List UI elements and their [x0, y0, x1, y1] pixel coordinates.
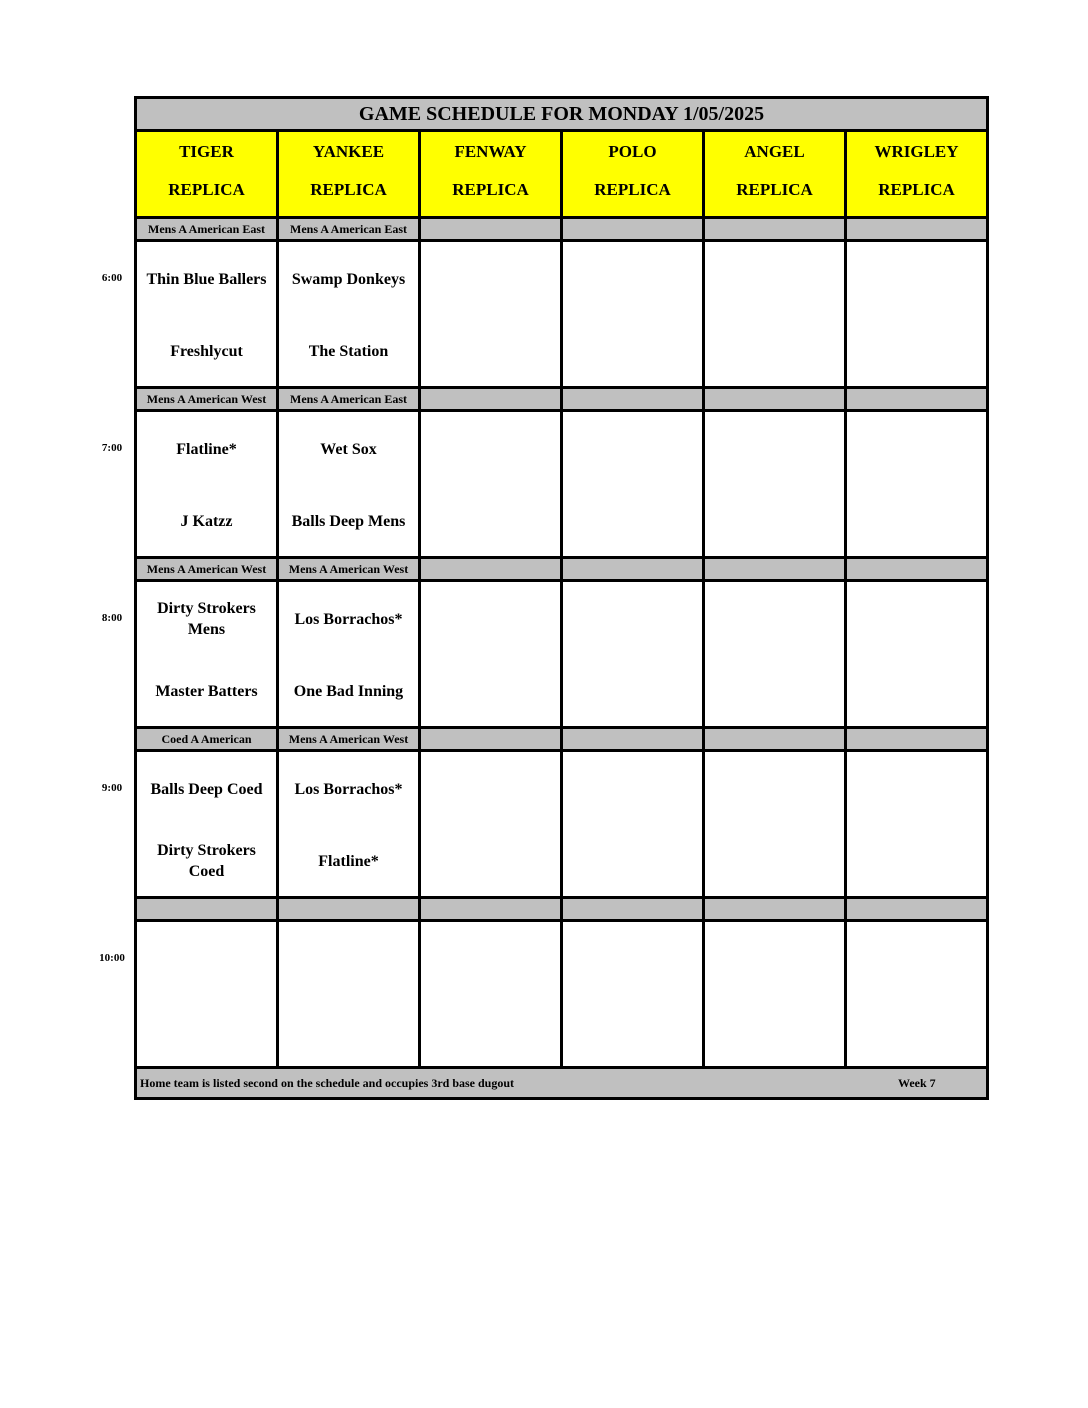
game-cell [563, 582, 705, 726]
division-label [847, 559, 986, 579]
division-label [563, 559, 705, 579]
division-label [421, 899, 563, 919]
time-label: 9:00 [101, 782, 123, 794]
division-label [847, 729, 986, 749]
field-header-0 [137, 132, 279, 216]
home-team [279, 1006, 418, 1056]
field-header-1 [279, 132, 421, 216]
field-header-5 [847, 132, 986, 216]
division-label [847, 899, 986, 919]
away-team [421, 254, 560, 304]
game-cell [847, 922, 986, 1066]
home-team: One Bad Inning [293, 682, 404, 700]
away-team [705, 764, 844, 814]
field-subtitle: REPLICA [168, 180, 245, 199]
division-label [421, 219, 563, 239]
home-team-note: Home team is listed second on the schedule and occupies 3rd base dugout [140, 1076, 515, 1090]
game-cell [847, 242, 986, 386]
game-slot-row [137, 412, 986, 559]
home-team: The Station [308, 342, 389, 360]
game-cell [279, 582, 421, 726]
home-team [705, 496, 844, 546]
division-label [563, 389, 705, 409]
game-cell [847, 582, 986, 726]
home-team [563, 1006, 702, 1056]
game-slot-row [137, 582, 986, 729]
division-label: Mens A American East [137, 219, 279, 239]
away-team: Los Borrachos* [294, 610, 403, 628]
field-name: WRIGLEY [874, 142, 959, 161]
game-cell [279, 242, 421, 386]
division-label: Mens A American East [279, 219, 421, 239]
division-label [847, 219, 986, 239]
division-label [421, 389, 563, 409]
away-team [137, 934, 276, 984]
division-label: Mens A American East [279, 389, 421, 409]
field-header-row [137, 132, 986, 219]
home-team [847, 1006, 986, 1056]
division-label [847, 389, 986, 409]
away-team [847, 424, 986, 474]
away-team: Balls Deep Coed [150, 780, 263, 798]
away-team [847, 594, 986, 644]
field-header-4 [705, 132, 847, 216]
game-cell [137, 922, 279, 1066]
game-cell [137, 582, 279, 726]
game-slot-row [137, 922, 986, 1069]
division-label: Mens A American West [279, 729, 421, 749]
division-row [137, 219, 986, 242]
division-row [137, 729, 986, 752]
game-cell [421, 752, 563, 896]
game-slot-row [137, 242, 986, 389]
away-team [563, 594, 702, 644]
field-subtitle: REPLICA [594, 180, 671, 199]
game-cell [563, 752, 705, 896]
home-team: J Katzz [180, 512, 233, 530]
home-team: Dirty Strokers Coed [157, 842, 256, 880]
game-cell [279, 922, 421, 1066]
home-team [563, 496, 702, 546]
division-label: Mens A American West [137, 389, 279, 409]
division-label [705, 389, 847, 409]
time-label: 8:00 [101, 612, 123, 624]
away-team [847, 934, 986, 984]
field-name: FENWAY [454, 142, 527, 161]
home-team [705, 666, 844, 716]
field-header-2 [421, 132, 563, 216]
schedule-title: GAME SCHEDULE FOR MONDAY 1/05/2025 [137, 99, 986, 132]
division-label [563, 729, 705, 749]
away-team [563, 934, 702, 984]
division-label [563, 899, 705, 919]
division-label [563, 219, 705, 239]
away-team: Swamp Donkeys [291, 270, 406, 288]
division-label [279, 899, 421, 919]
game-cell [421, 412, 563, 556]
game-cell [705, 582, 847, 726]
field-subtitle: REPLICA [452, 180, 529, 199]
division-label: Mens A American West [137, 559, 279, 579]
home-team [421, 326, 560, 376]
division-row [137, 899, 986, 922]
home-team [705, 326, 844, 376]
field-subtitle: REPLICA [878, 180, 955, 199]
game-cell [563, 922, 705, 1066]
game-cell [137, 412, 279, 556]
home-team [563, 326, 702, 376]
division-label [705, 219, 847, 239]
home-team: Flatline* [318, 852, 379, 870]
home-team [847, 496, 986, 546]
field-subtitle: REPLICA [310, 180, 387, 199]
away-team [847, 764, 986, 814]
home-team [421, 666, 560, 716]
game-cell [705, 242, 847, 386]
field-name: YANKEE [312, 142, 385, 161]
division-label [705, 899, 847, 919]
game-cell [137, 752, 279, 896]
home-team: Freshlycut [170, 342, 243, 360]
division-label [421, 559, 563, 579]
field-subtitle: REPLICA [736, 180, 813, 199]
game-cell [279, 752, 421, 896]
away-team [563, 764, 702, 814]
away-team: Thin Blue Ballers [146, 270, 267, 288]
schedule-footer [137, 1069, 986, 1097]
time-label: 7:00 [101, 442, 123, 454]
division-label: Mens A American West [279, 559, 421, 579]
home-team [847, 326, 986, 376]
game-cell [563, 242, 705, 386]
away-team: Wet Sox [320, 440, 377, 458]
division-row [137, 559, 986, 582]
field-header-3 [563, 132, 705, 216]
division-label [705, 559, 847, 579]
away-team [705, 254, 844, 304]
time-slots [137, 219, 986, 1069]
away-team [421, 934, 560, 984]
away-team [279, 934, 418, 984]
away-team [421, 764, 560, 814]
week-label: Week 7 [898, 1076, 936, 1090]
game-cell [421, 242, 563, 386]
game-cell [847, 752, 986, 896]
home-team [563, 836, 702, 886]
time-label: 10:00 [99, 952, 125, 964]
away-team [847, 254, 986, 304]
field-name: POLO [608, 142, 657, 161]
division-label [421, 729, 563, 749]
home-team: Master Batters [155, 682, 258, 700]
home-team [847, 836, 986, 886]
away-team: Dirty Strokers Mens [157, 600, 256, 638]
home-team [421, 496, 560, 546]
game-slot-row [137, 752, 986, 899]
home-team [563, 666, 702, 716]
game-cell [421, 582, 563, 726]
game-cell [563, 412, 705, 556]
away-team [563, 424, 702, 474]
game-cell [705, 922, 847, 1066]
game-cell [705, 412, 847, 556]
home-team [705, 1006, 844, 1056]
division-label: Coed A American [137, 729, 279, 749]
home-team [421, 1006, 560, 1056]
game-cell [421, 922, 563, 1066]
game-cell [279, 412, 421, 556]
away-team [705, 594, 844, 644]
away-team [563, 254, 702, 304]
field-name: ANGEL [744, 142, 805, 161]
away-team: Los Borrachos* [294, 780, 403, 798]
away-team [421, 424, 560, 474]
division-label [137, 899, 279, 919]
game-cell [705, 752, 847, 896]
field-name: TIGER [179, 142, 234, 161]
away-team [421, 594, 560, 644]
home-team [137, 1006, 276, 1056]
away-team [705, 934, 844, 984]
home-team [705, 836, 844, 886]
time-label: 6:00 [101, 272, 123, 284]
division-label [705, 729, 847, 749]
game-cell [137, 242, 279, 386]
away-team [705, 424, 844, 474]
game-cell [847, 412, 986, 556]
home-team: Balls Deep Mens [291, 512, 406, 530]
home-team [421, 836, 560, 886]
away-team: Flatline* [176, 440, 237, 458]
home-team [847, 666, 986, 716]
division-row [137, 389, 986, 412]
schedule-sheet [134, 96, 989, 1100]
